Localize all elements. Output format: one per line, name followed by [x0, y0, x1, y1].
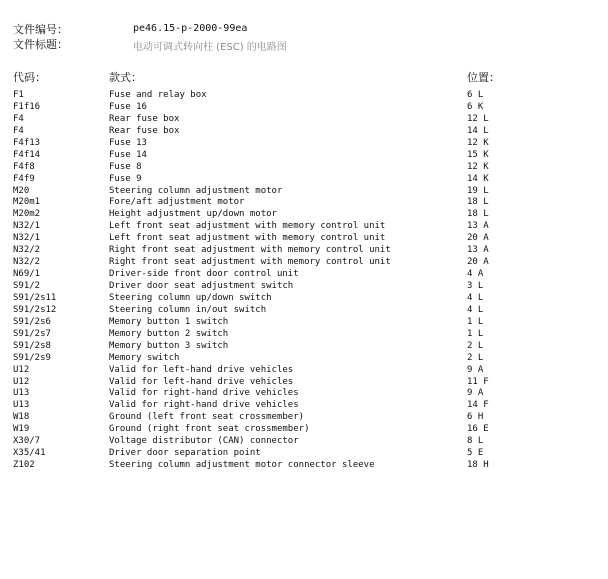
- component-position: 19 L: [467, 185, 489, 196]
- component-description: Valid for left-hand drive vehicles: [109, 364, 294, 375]
- component-description: Rear fuse box: [109, 125, 180, 136]
- component-code: S91/2s7: [13, 328, 51, 339]
- table-row: [0, 329, 608, 341]
- component-code: U12: [13, 364, 30, 375]
- component-code: S91/2s8: [13, 340, 51, 351]
- column-header-position: 位置：: [467, 71, 500, 84]
- component-position: 14 K: [467, 173, 489, 184]
- table-row: [0, 448, 608, 460]
- component-position: 4 L: [467, 304, 484, 315]
- table-row: [0, 90, 608, 102]
- component-position: 11 F: [467, 376, 489, 387]
- component-code: S91/2s6: [13, 316, 51, 327]
- component-description: Memory switch: [109, 352, 180, 363]
- table-row: [0, 245, 608, 257]
- component-position: 20 A: [467, 257, 489, 268]
- component-description: Ground (right front seat crossmember): [109, 424, 310, 435]
- table-row: [0, 305, 608, 317]
- component-position: 6 H: [467, 412, 484, 423]
- component-code: S91/2: [13, 281, 41, 291]
- component-code: W18: [13, 412, 30, 423]
- table-row: [0, 162, 608, 174]
- component-position: 6 L: [467, 90, 484, 100]
- component-description: Fuse 13: [109, 137, 147, 148]
- component-code: N69/1: [13, 269, 41, 280]
- table-row: [0, 138, 608, 150]
- component-code: Z102: [13, 460, 35, 471]
- table-row: [0, 126, 608, 138]
- component-description: Fore/aft adjustment motor: [109, 197, 245, 208]
- component-description: Ground (left front seat crossmember): [109, 412, 305, 423]
- table-row: [0, 221, 608, 233]
- component-description: Fuse 14: [109, 149, 147, 160]
- component-position: 2 L: [467, 352, 484, 363]
- component-description: Left front seat adjustment with memory control unit: [109, 233, 386, 244]
- table-row: [0, 186, 608, 198]
- component-position: 4 L: [467, 292, 484, 303]
- component-position: 8 L: [467, 436, 484, 447]
- component-position: 3 L: [467, 281, 484, 291]
- table-row: [0, 174, 608, 186]
- component-code: U13: [13, 400, 30, 411]
- component-code: N32/2: [13, 245, 41, 256]
- doc-number-value: pe46.15-p-2000-99ea: [133, 23, 248, 34]
- component-description: Steering column up/down switch: [109, 292, 272, 303]
- component-description: Fuse 8: [109, 161, 142, 172]
- component-description: Rear fuse box: [109, 113, 180, 124]
- component-position: 13 A: [467, 221, 489, 232]
- component-description: Driver door separation point: [109, 448, 261, 459]
- component-code: N32/1: [13, 221, 41, 232]
- component-code: F1: [13, 90, 24, 100]
- component-position: 1 L: [467, 328, 484, 339]
- component-description: Valid for right-hand drive vehicles: [109, 388, 299, 399]
- component-position: 12 K: [467, 137, 489, 148]
- component-position: 15 K: [467, 149, 489, 160]
- table-row: [0, 377, 608, 389]
- column-header-code: 代码：: [13, 71, 46, 84]
- component-description: Valid for right-hand drive vehicles: [109, 400, 299, 411]
- component-code: S91/2s11: [13, 292, 57, 303]
- component-position: 18 L: [467, 209, 489, 220]
- component-table: [0, 90, 608, 472]
- component-description: Left front seat adjustment with memory control unit: [109, 221, 386, 232]
- component-code: U13: [13, 388, 30, 399]
- table-row: [0, 412, 608, 424]
- component-description: Steering column in/out switch: [109, 304, 267, 315]
- table-row: [0, 353, 608, 365]
- component-position: 18 L: [467, 197, 489, 208]
- component-code: F4f9: [13, 173, 35, 184]
- component-description: Valid for left-hand drive vehicles: [109, 376, 294, 387]
- component-position: 5 E: [467, 448, 484, 459]
- component-code: F4f13: [13, 137, 41, 148]
- component-description: Steering column adjustment motor: [109, 185, 283, 196]
- table-row: [0, 460, 608, 472]
- table-row: [0, 197, 608, 209]
- table-row: [0, 114, 608, 126]
- component-description: Memory button 1 switch: [109, 316, 229, 327]
- component-position: 1 L: [467, 316, 484, 327]
- table-row: [0, 281, 608, 293]
- table-row: [0, 233, 608, 245]
- component-description: Fuse and relay box: [109, 90, 207, 100]
- component-description: Voltage distributor (CAN) connector: [109, 436, 299, 447]
- component-position: 18 H: [467, 460, 489, 471]
- table-row: [0, 102, 608, 114]
- component-code: N32/2: [13, 257, 41, 268]
- table-row: [0, 257, 608, 269]
- component-position: 9 A: [467, 364, 484, 375]
- component-position: 20 A: [467, 233, 489, 244]
- component-code: S91/2s9: [13, 352, 51, 363]
- component-position: 16 E: [467, 424, 489, 435]
- doc-title-label: 文件标题：: [13, 38, 68, 51]
- component-code: W19: [13, 424, 30, 435]
- table-row: [0, 317, 608, 329]
- component-code: N32/1: [13, 233, 41, 244]
- component-code: X35/41: [13, 448, 46, 459]
- component-position: 6 K: [467, 101, 484, 112]
- table-row: [0, 400, 608, 412]
- table-row: [0, 269, 608, 281]
- component-code: S91/2s12: [13, 304, 57, 315]
- component-description: Driver door seat adjustment switch: [109, 281, 294, 291]
- component-position: 14 L: [467, 125, 489, 136]
- component-code: M20m2: [13, 209, 41, 220]
- component-code: F4: [13, 125, 24, 136]
- table-row: [0, 424, 608, 436]
- column-header-description: 款式：: [109, 71, 142, 84]
- component-description: Right front seat adjustment with memory control unit: [109, 245, 391, 256]
- component-code: M20m1: [13, 197, 41, 208]
- component-description: Fuse 9: [109, 173, 142, 184]
- component-position: 12 L: [467, 113, 489, 124]
- component-position: 12 K: [467, 161, 489, 172]
- component-description: Memory button 2 switch: [109, 328, 229, 339]
- component-code: X30/7: [13, 436, 41, 447]
- component-code: F4f8: [13, 161, 35, 172]
- component-description: Right front seat adjustment with memory control unit: [109, 257, 391, 268]
- component-description: Height adjustment up/down motor: [109, 209, 277, 220]
- component-description: Memory button 3 switch: [109, 340, 229, 351]
- component-position: 13 A: [467, 245, 489, 256]
- table-row: [0, 293, 608, 305]
- component-code: F4f14: [13, 149, 41, 160]
- table-row: [0, 436, 608, 448]
- component-description: Fuse 16: [109, 101, 147, 112]
- component-position: 4 A: [467, 269, 484, 280]
- component-position: 2 L: [467, 340, 484, 351]
- table-row: [0, 365, 608, 377]
- component-description: Driver-side front door control unit: [109, 269, 299, 280]
- doc-title-value: 电动可调式转向柱 (ESC) 的电路图: [133, 42, 287, 53]
- table-row: [0, 150, 608, 162]
- component-code: U12: [13, 376, 30, 387]
- component-position: 14 F: [467, 400, 489, 411]
- component-description: Steering column adjustment motor connector sleeve: [109, 460, 375, 471]
- doc-number-label: 文件编号：: [13, 23, 68, 36]
- component-position: 9 A: [467, 388, 484, 399]
- component-code: M20: [13, 185, 30, 196]
- table-row: [0, 209, 608, 221]
- component-code: F4: [13, 113, 24, 124]
- table-row: [0, 341, 608, 353]
- component-code: F1f16: [13, 101, 41, 112]
- table-row: [0, 388, 608, 400]
